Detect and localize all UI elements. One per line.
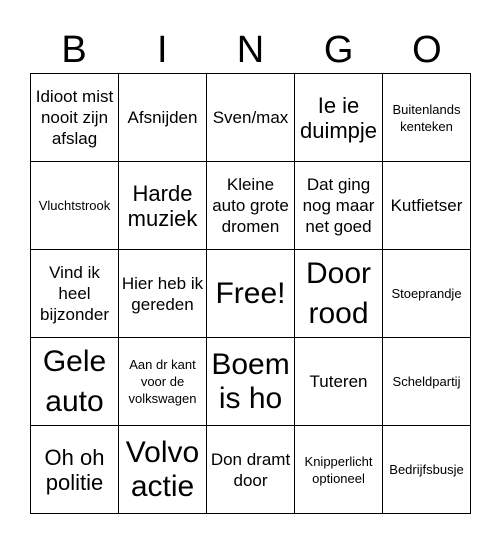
bingo-cell-text: Idioot mist nooit zijn afslag	[35, 87, 114, 148]
bingo-cell-text: Door rood	[305, 256, 372, 330]
bingo-cell-r4c5[interactable]	[383, 338, 471, 426]
bingo-cell-r4c1[interactable]	[31, 338, 119, 426]
bingo-cell-r5c2[interactable]	[119, 426, 207, 514]
bingo-cell-r4c3[interactable]	[207, 338, 295, 426]
bingo-cell-r3c1[interactable]	[31, 250, 119, 338]
bingo-cell-text: Knipperlicht optioneel	[304, 453, 373, 486]
bingo-cell-r4c2[interactable]	[119, 338, 207, 426]
bingo-cell-r2c2[interactable]	[119, 162, 207, 250]
bingo-cell-text: Buitenlands kenteken	[392, 101, 461, 134]
bingo-cell-r5c4[interactable]	[295, 426, 383, 514]
bingo-cell-text: Bedrijfsbusje	[389, 462, 464, 477]
bingo-cell-text: Scheldpartij	[392, 374, 461, 389]
bingo-header	[30, 22, 471, 78]
bingo-cell-text: Free!	[215, 276, 286, 310]
bingo-cell-r5c1[interactable]	[31, 426, 119, 514]
bingo-cell-text: Afsnijden	[127, 108, 198, 127]
bingo-cell-text: Stoeprandje	[391, 286, 462, 301]
bingo-cell-text: Ie ie duimpje	[299, 92, 378, 143]
bingo-cell-r1c5[interactable]	[383, 74, 471, 162]
header-letter-i: I	[157, 29, 168, 71]
bingo-cell-text: Hier heb ik gereden	[121, 273, 204, 314]
bingo-cell-text: Don dramt door	[210, 449, 291, 490]
bingo-cell-text: Kutfietser	[390, 196, 463, 215]
bingo-cell-text: Vind ik heel bijzonder	[40, 263, 109, 324]
bingo-cell-text: Harde muziek	[127, 180, 198, 231]
bingo-cell-r1c2[interactable]	[119, 74, 207, 162]
bingo-cell-text: Sven/max	[212, 108, 289, 127]
bingo-cell-r3c2[interactable]	[119, 250, 207, 338]
bingo-cell-text: Kleine auto grote dromen	[212, 175, 289, 236]
bingo-cell-text: Vluchtstrook	[38, 198, 111, 213]
bingo-cell-text: Gele auto	[42, 344, 107, 418]
bingo-cell-r1c3[interactable]	[207, 74, 295, 162]
bingo-cell-text: Volvo actie	[125, 435, 200, 503]
bingo-cell-r2c1[interactable]	[31, 162, 119, 250]
header-letter-g: G	[323, 29, 354, 71]
bingo-cell-r2c5[interactable]	[383, 162, 471, 250]
header-letter-n: N	[236, 29, 265, 71]
bingo-cell-r1c4[interactable]	[295, 74, 383, 162]
bingo-cell-r4c4[interactable]	[295, 338, 383, 426]
bingo-cell-r3c4[interactable]	[295, 250, 383, 338]
header-letter-o: O	[412, 29, 442, 71]
bingo-cell-r2c4[interactable]	[295, 162, 383, 250]
bingo-cell-r5c5[interactable]	[383, 426, 471, 514]
bingo-cell-r3c5[interactable]	[383, 250, 471, 338]
bingo-cell-text: Oh oh politie	[44, 444, 105, 495]
bingo-cell-text: Dat ging nog maar net goed	[302, 175, 375, 236]
bingo-cell-text: Aan dr kant voor de volkswagen	[128, 357, 197, 406]
bingo-cell-r5c3[interactable]	[207, 426, 295, 514]
header-letter-b: B	[61, 29, 87, 71]
bingo-cell-text: Boem is ho	[211, 347, 290, 415]
bingo-cell-r1c1[interactable]	[31, 74, 119, 162]
bingo-cell-text: Tuteren	[309, 372, 368, 391]
bingo-cell-r2c3[interactable]	[207, 162, 295, 250]
bingo-cell-r3c3[interactable]	[207, 250, 295, 338]
bingo-grid	[30, 73, 471, 514]
